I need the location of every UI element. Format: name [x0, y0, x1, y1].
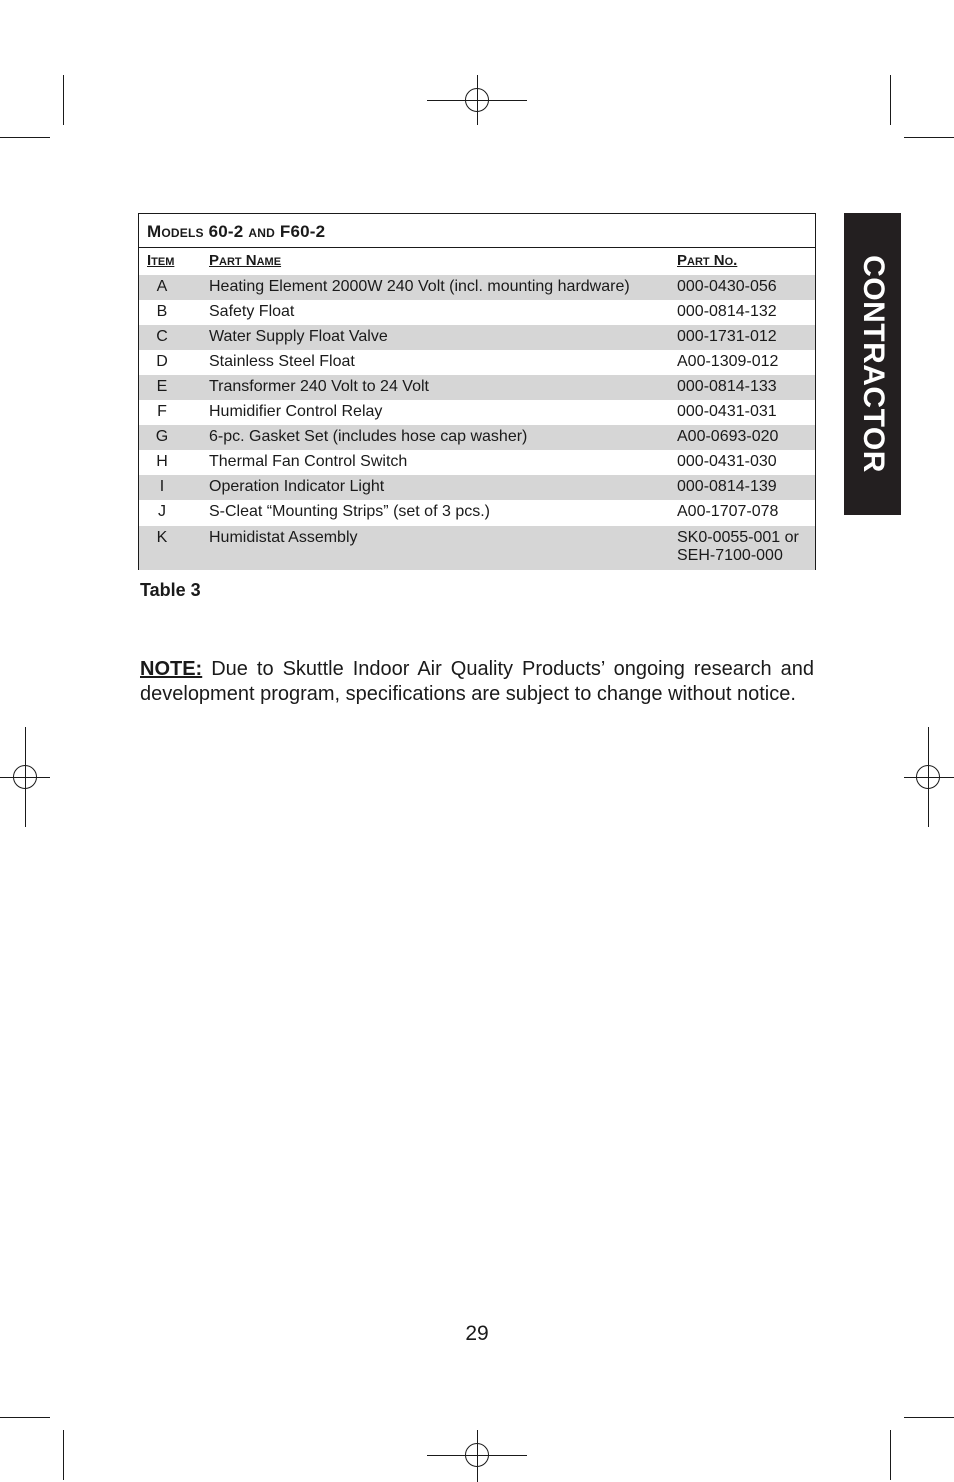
table-row [139, 500, 815, 525]
crop-mark-bottom-left-h [0, 1417, 50, 1418]
row-item: B [156, 303, 168, 320]
row-part-name: Humidifier Control Relay [209, 403, 383, 420]
crop-mark-top-left-v [63, 75, 64, 125]
row-item: G [155, 428, 169, 445]
row-item: H [156, 453, 168, 470]
note-text: Due to Skuttle Indoor Air Quality Products’ ongoing research and development program, specifications are subject to change without notice. [140, 658, 814, 705]
table-row [139, 325, 815, 350]
row-item: E [156, 378, 168, 395]
row-part-no: SK0-0055-001 or [677, 529, 799, 546]
crop-mark-bottom-left-v [63, 1430, 64, 1480]
note-label: NOTE: [140, 658, 203, 680]
note-paragraph [140, 657, 814, 707]
row-item: I [159, 478, 165, 495]
table-row [139, 526, 815, 570]
crop-mark-top-right-h [904, 137, 954, 138]
row-part-name: Water Supply Float Valve [209, 328, 388, 345]
row-item: K [156, 529, 168, 546]
table-row [139, 300, 815, 325]
row-part-no: A00-1309-012 [677, 353, 779, 370]
row-part-name: Humidistat Assembly [209, 529, 358, 546]
row-part-name: 6-pc. Gasket Set (includes hose cap washer) [209, 428, 528, 445]
section-tab [844, 213, 901, 515]
row-part-no: 000-0430-056 [677, 278, 777, 295]
crop-mark-bottom-right-h [904, 1417, 954, 1418]
column-header-part-name: Part Name [209, 252, 282, 269]
row-part-name: S-Cleat “Mounting Strips” (set of 3 pcs.) [209, 503, 490, 520]
table-row [139, 275, 815, 300]
row-part-no: 000-0814-133 [677, 378, 777, 395]
table-row [139, 350, 815, 375]
parts-table [138, 213, 816, 570]
row-part-no: A00-1707-078 [677, 503, 779, 520]
row-part-name: Operation Indicator Light [209, 478, 385, 495]
row-part-name: Safety Float [209, 303, 295, 320]
row-item: D [156, 353, 168, 370]
row-part-no: 000-0431-031 [677, 403, 777, 420]
page-number: 29 [465, 1322, 489, 1345]
row-part-no: A00-0693-020 [677, 428, 779, 445]
table-row [139, 450, 815, 475]
row-item: F [157, 403, 167, 420]
table-title-divider [139, 247, 815, 248]
row-part-name: Heating Element 2000W 240 Volt (incl. mounting hardware) [209, 278, 630, 295]
crop-mark-top-left-h [0, 137, 50, 138]
section-tab-label: CONTRACTOR [856, 255, 890, 473]
table-caption: Table 3 [140, 580, 201, 600]
table-row [139, 475, 815, 500]
column-header-part-no: Part No. [677, 252, 738, 269]
row-part-no: 000-0431-030 [677, 453, 777, 470]
table-title: Models 60-2 and F60-2 [147, 222, 326, 241]
row-item: J [158, 503, 166, 520]
table-row [139, 400, 815, 425]
row-part-name: Thermal Fan Control Switch [209, 453, 408, 470]
row-part-no: 000-0814-139 [677, 478, 777, 495]
row-part-name: Stainless Steel Float [209, 353, 355, 370]
table-row [139, 425, 815, 450]
table-row [139, 375, 815, 400]
row-part-no: 000-0814-132 [677, 303, 777, 320]
column-header-item: Item [147, 252, 175, 269]
row-part-no-group [677, 529, 799, 565]
row-part-no-alt: SEH-7100-000 [677, 547, 783, 564]
row-item: A [156, 278, 168, 295]
row-item: C [156, 328, 168, 345]
row-part-name: Transformer 240 Volt to 24 Volt [209, 378, 429, 395]
crop-mark-bottom-right-v [890, 1430, 891, 1480]
crop-mark-top-right-v [890, 75, 891, 125]
row-part-no: 000-1731-012 [677, 328, 777, 345]
